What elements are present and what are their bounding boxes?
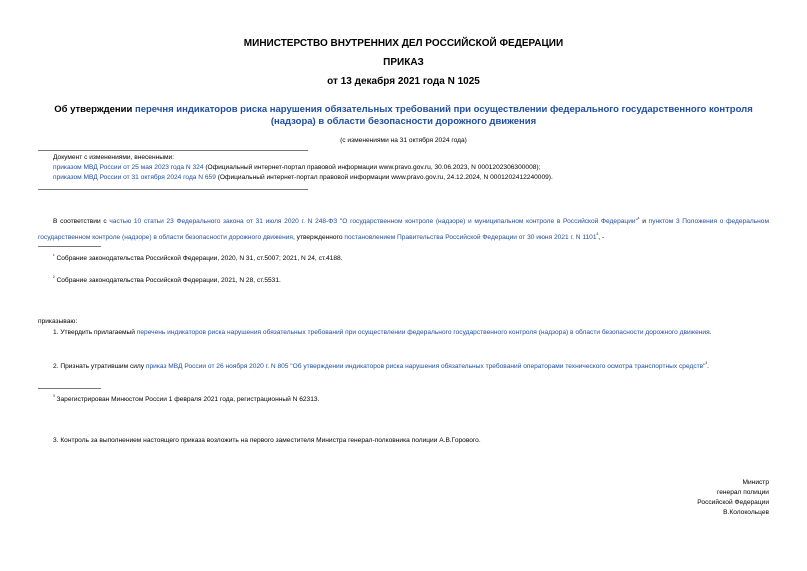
item-1-link[interactable]: перечень индикаторов риска нарушения обязательных требований при осуществлении федерального государственного контроля (надзора) в области безопасности дорожного движения xyxy=(136,329,710,336)
footnote-text: Зарегистрирован Минюстом России 1 февраля 2021 года, регистрационный N 62313. xyxy=(54,396,320,404)
item-1-end: . xyxy=(709,329,712,336)
footnote-ref: ¹ xyxy=(637,216,640,222)
document-title xyxy=(38,104,769,128)
government-decree-link[interactable]: постановлением Правительства Российской Федерации от 30 июня 2021 г. N 1101 xyxy=(344,233,597,241)
changes-item-link[interactable]: приказом МВД России от 25 мая 2023 года N 324 xyxy=(53,164,204,171)
edition-note: (с изменениями на 31 октября 2024 года) xyxy=(340,137,467,144)
ministry-heading: МИНИСТЕРСТВО ВНУТРЕННИХ ДЕЛ РОССИЙСКОЙ ФЕДЕРАЦИИ xyxy=(243,38,564,49)
footnote-rule xyxy=(38,388,101,389)
item-2-paragraph xyxy=(38,358,769,374)
changes-item xyxy=(53,173,773,183)
title-prefix: Об утверждении xyxy=(54,104,135,115)
changes-intro: Документ с изменениями, внесенными: xyxy=(53,154,175,161)
changes-item-link[interactable]: приказом МВД России от 31 октября 2024 года N 659 xyxy=(53,174,216,181)
changes-item-text: (Официальный интернет-портал правовой информации www.pravo.gov.ru, 24.12.2024, N 0001202412240009). xyxy=(215,174,553,181)
item-2-end: . xyxy=(707,363,709,371)
regulation-point-link[interactable]: пунктом 3 Положения о федеральном государственном контроле (надзоре) в области безопасности дорожного движения xyxy=(38,218,769,241)
changes-item xyxy=(53,163,773,173)
footnote-mark: ³ xyxy=(53,394,55,400)
doc-type-heading: ПРИКАЗ xyxy=(383,57,424,68)
signature-line: Российской Федерации xyxy=(697,499,769,506)
footnote xyxy=(53,392,319,405)
preamble-text: и xyxy=(639,218,649,226)
signature-name: В.Колокольцев xyxy=(723,509,769,516)
footnote xyxy=(53,251,343,264)
item-1-paragraph xyxy=(38,327,769,340)
changes-block xyxy=(53,153,773,183)
changes-item-text: (Официальный интернет-портал правовой информации www.pravo.gov.ru, 30.06.2023, N 0001202306300008); xyxy=(203,164,541,171)
item-2-link[interactable]: приказ МВД России от 26 ноября 2020 г. N 805 "Об утверждении индикаторов риска нарушения обязательных требований операторами технического осмотра транспортных средств" xyxy=(145,363,706,371)
footnote-ref: ³ xyxy=(705,361,708,367)
item-3-paragraph: 3. Контроль за выполнением настоящего приказа возложить на первого заместителя Министра генерал-полковника полиции А.В.Горового. xyxy=(53,437,481,444)
footnote xyxy=(53,273,281,286)
preamble-text: , - xyxy=(598,233,605,241)
preamble-text: , утвержденного xyxy=(292,233,345,241)
footnote-rule xyxy=(38,246,101,247)
footnote-mark: ¹ xyxy=(53,253,55,259)
date-number-heading: от 13 декабря 2021 года N 1025 xyxy=(327,76,480,87)
item-2-text: 2. Признать утратившим силу xyxy=(53,363,146,371)
footnote-mark: ² xyxy=(53,275,55,281)
signature-block xyxy=(560,478,769,518)
item-1-text: 1. Утвердить прилагаемый xyxy=(53,329,137,336)
order-word: приказываю: xyxy=(38,318,78,325)
changes-top-rule xyxy=(38,150,308,151)
law-248-link[interactable]: частью 10 статьи 23 Федерального закона от 31 июля 2020 г. N 248-ФЗ "О государственном контроле (надзоре) и муниципальном контроле в Российской Федерации" xyxy=(109,218,638,226)
title-link[interactable]: перечня индикаторов риска нарушения обязательных требований при осуществлении федерального государственного контроля (надзора) в области безопасности дорожного движения xyxy=(134,104,753,127)
changes-bottom-rule xyxy=(38,189,308,190)
footnote-text: Собрание законодательства Российской Федерации, 2021, N 28, ст.5531. xyxy=(54,277,281,285)
preamble-text: В соответствии с xyxy=(53,218,110,226)
preamble-paragraph xyxy=(38,213,769,244)
signature-line: генерал полиции xyxy=(716,489,769,496)
footnote-text: Собрание законодательства Российской Федерации, 2020, N 31, ст.5007; 2021, N 24, ст.4188. xyxy=(54,255,343,263)
footnote-ref: ² xyxy=(596,231,599,238)
signature-line: Министр xyxy=(742,479,769,486)
